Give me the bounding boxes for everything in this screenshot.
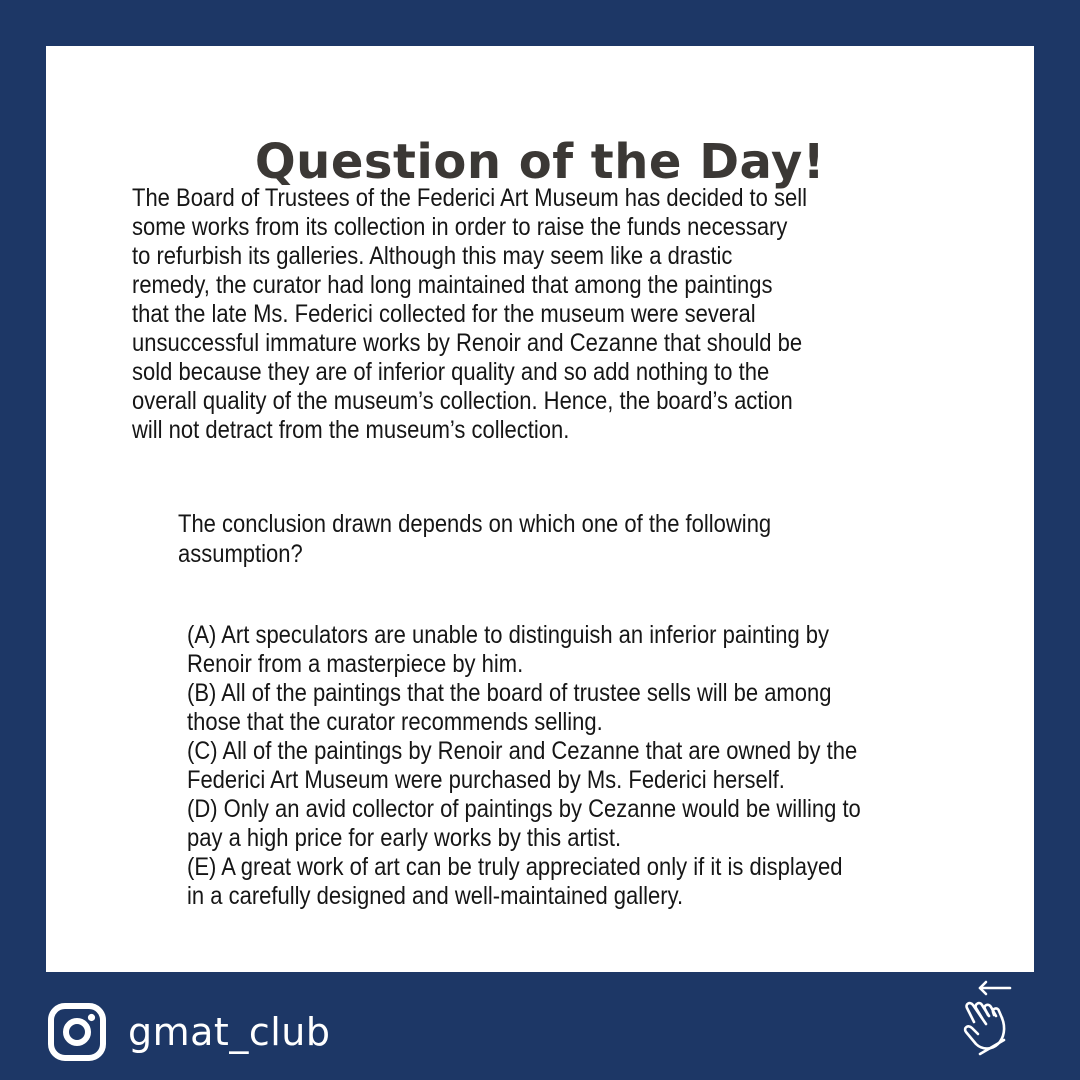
swipe-hand-icon: [960, 978, 1032, 1060]
answer-options: [187, 621, 997, 911]
option-b: (B) All of the paintings that the board of trustee sells will be among those that the curator recommends selling.: [187, 679, 832, 736]
option-d: (D) Only an avid collector of paintings by Cezanne would be willing to pay a high price for early works by this artist.: [187, 795, 861, 852]
option-e: (E) A great work of art can be truly appreciated only if it is displayed in a carefully designed and well-maintained gallery.: [187, 853, 843, 910]
option-c: (C) All of the paintings by Renoir and Cezanne that are owned by the Federici Art Museum were purchased by Ms. Federici herself.: [187, 737, 858, 794]
question-passage: The Board of Trustees of the Federici Art Museum has decided to sell some works from its collection in order to raise the funds necessary to refurbish its galleries. Although this may seem like a drastic remedy, the curator had long maintained that among the paintings that the late Ms. Federici collected for the museum were several unsuccessful immature works by Renoir and Cezanne that should be sold because they are of inferior quality and so add nothing to the overall quality of the museum’s collection. Hence, the board’s action will not detract from the museum’s collection.: [132, 184, 808, 444]
footer: [48, 1002, 330, 1062]
option-a: (A) Art speculators are unable to distinguish an inferior painting by Renoir from a masterpiece by him.: [187, 621, 830, 678]
question-prompt: The conclusion drawn depends on which one of the following assumption?: [178, 510, 772, 568]
page-title: Question of the Day!: [254, 134, 826, 190]
instagram-icon[interactable]: [48, 1003, 106, 1061]
account-handle[interactable]: gmat_club: [128, 1010, 331, 1054]
question-card: [46, 46, 1034, 972]
